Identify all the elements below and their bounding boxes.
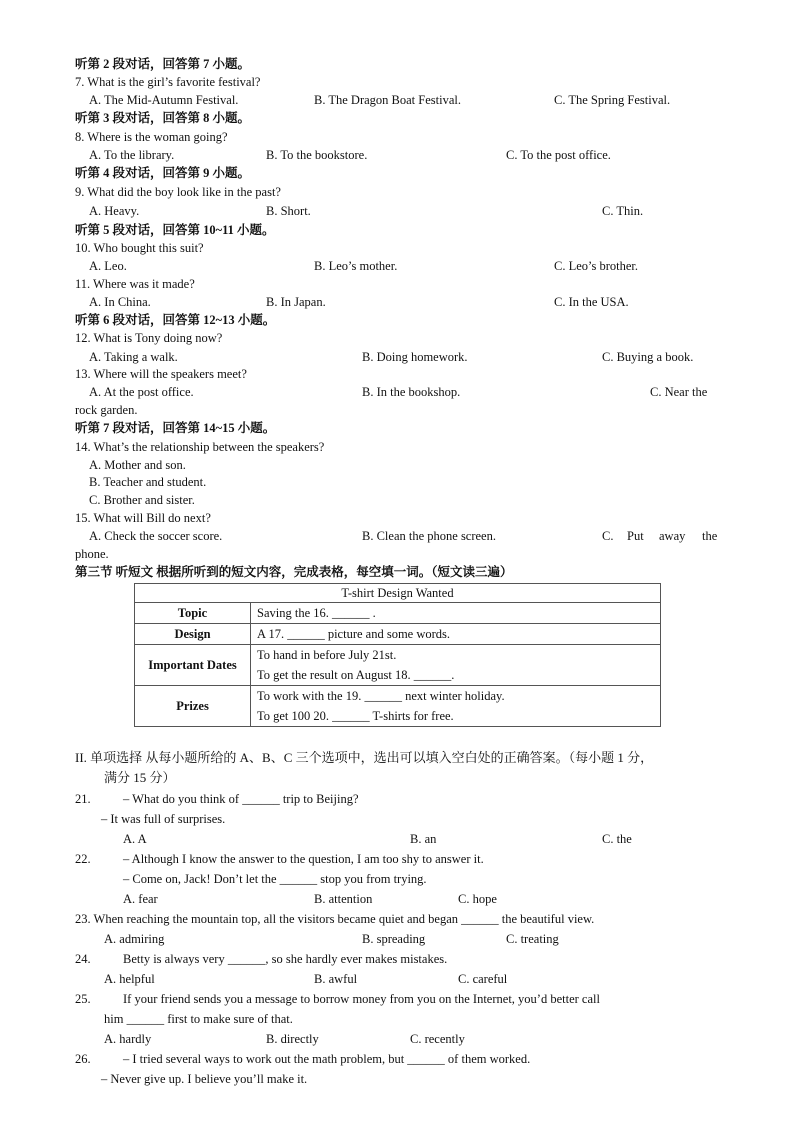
question-26-line-1: – I tried several ways to work out the math problem, but ______ of them worked. (123, 1052, 531, 1066)
option-9c: C. Thin. (602, 204, 644, 218)
option-24b: B. awful (314, 972, 358, 986)
prizes-line-2: To get 100 20. ______ T-shirts for free. (257, 709, 454, 723)
design-value: A 17. ______ picture and some words. (251, 624, 661, 645)
option-7a: A. The Mid-Autumn Festival. (89, 93, 239, 107)
option-12b: B. Doing homework. (362, 350, 468, 364)
option-15c-word2: away (659, 529, 686, 543)
option-24a: A. helpful (104, 972, 155, 986)
option-8a: A. To the library. (89, 148, 175, 162)
option-22b: B. attention (314, 892, 373, 906)
question-14: 14. What’s the relationship between the speakers? (75, 440, 325, 454)
question-21-line-2: – It was full of surprises. (101, 812, 226, 826)
option-15c-label: C. (602, 529, 614, 543)
section-5-heading: 听第 5 段对话，回答第 10~11 小题。 (75, 223, 275, 237)
option-12c: C. Buying a book. (602, 350, 694, 364)
option-7c: C. The Spring Festival. (554, 93, 671, 107)
option-15c-continued: phone. (75, 547, 109, 561)
option-9b: B. Short. (266, 204, 311, 218)
option-21c: C. the (602, 832, 632, 846)
option-12a: A. Taking a walk. (89, 350, 178, 364)
topic-value: Saving the 16. ______ . (251, 603, 661, 624)
option-13a: A. At the post office. (89, 385, 194, 399)
option-14c: C. Brother and sister. (89, 493, 195, 507)
dates-cell (251, 645, 661, 686)
question-25-line-1: If your friend sends you a message to borrow money from you on the Internet, you’d better call (123, 992, 600, 1006)
question-22-line-2: – Come on, Jack! Don’t let the ______ stop you from trying. (123, 872, 427, 886)
question-11: 11. Where was it made? (75, 277, 195, 291)
option-14a: A. Mother and son. (89, 458, 186, 472)
question-25-number: 25. (75, 992, 91, 1006)
design-label: Design (135, 624, 251, 645)
option-13c: C. Near the (650, 385, 708, 399)
section-4-heading: 听第 4 段对话，回答第 9 小题。 (75, 166, 251, 180)
question-21-line-1: – What do you think of ______ trip to Beijing? (123, 792, 359, 806)
option-15c-word1: Put (627, 529, 644, 543)
question-22-number: 22. (75, 852, 91, 866)
question-23: 23. When reaching the mountain top, all the visitors became quiet and began ______ the beautiful view. (75, 912, 595, 926)
option-24c: C. careful (458, 972, 508, 986)
option-25c: C. recently (410, 1032, 465, 1046)
option-13c-continued: rock garden. (75, 403, 138, 417)
question-12: 12. What is Tony doing now? (75, 331, 223, 345)
option-9a: A. Heavy. (89, 204, 140, 218)
part-2-heading-text: II. 单项选择 从每小题所给的 A、B、C 三个选项中，选出可以填入空白处的正确答案。（每小题 1 分， (75, 750, 654, 765)
topic-label: Topic (135, 603, 251, 624)
question-24-line-1: Betty is always very ______, so she hardly ever makes mistakes. (123, 952, 448, 966)
dates-label: Important Dates (135, 645, 251, 686)
option-25b: B. directly (266, 1032, 319, 1046)
question-24-number: 24. (75, 952, 91, 966)
option-10a: A. Leo. (89, 259, 127, 273)
section-2-heading: 听第 2 段对话，回答第 7 小题。 (75, 57, 251, 71)
tshirt-design-table (134, 583, 661, 727)
question-26-number: 26. (75, 1052, 91, 1066)
option-23b: B. spreading (362, 932, 426, 946)
option-8b: B. To the bookstore. (266, 148, 368, 162)
option-15c-word3: the (702, 529, 718, 543)
question-21-number: 21. (75, 792, 91, 806)
prizes-line-1: To work with the 19. ______ next winter holiday. (257, 689, 505, 703)
option-23a: A. admiring (104, 932, 165, 946)
option-22c: C. hope (458, 892, 497, 906)
option-14b: B. Teacher and student. (89, 475, 207, 489)
option-15b: B. Clean the phone screen. (362, 529, 496, 543)
option-7b: B. The Dragon Boat Festival. (314, 93, 461, 107)
option-10b: B. Leo’s mother. (314, 259, 398, 273)
question-10: 10. Who bought this suit? (75, 241, 204, 255)
option-11c: C. In the USA. (554, 295, 629, 309)
part-3-heading: 第三节 听短文 根据所听到的短文内容，完成表格，每空填一词。（短文读三遍） (75, 565, 513, 579)
prizes-cell (251, 686, 661, 727)
section-7-heading: 听第 7 段对话，回答第 14~15 小题。 (75, 421, 276, 435)
option-10c: C. Leo’s brother. (554, 259, 639, 273)
option-13b: B. In the bookshop. (362, 385, 461, 399)
option-11a: A. In China. (89, 295, 151, 309)
option-25a: A. hardly (104, 1032, 152, 1046)
part-2-heading (75, 750, 653, 766)
part-2-heading-continued: 满分 15 分） (104, 770, 176, 785)
question-13: 13. Where will the speakers meet? (75, 367, 247, 381)
question-15: 15. What will Bill do next? (75, 511, 211, 525)
question-7: 7. What is the girl’s favorite festival? (75, 75, 261, 89)
section-6-heading: 听第 6 段对话，回答第 12~13 小题。 (75, 313, 276, 327)
option-11b: B. In Japan. (266, 295, 326, 309)
prizes-label: Prizes (135, 686, 251, 727)
dates-line-1: To hand in before July 21st. (257, 648, 397, 662)
question-8: 8. Where is the woman going? (75, 130, 228, 144)
option-15a: A. Check the soccer score. (89, 529, 223, 543)
section-3-heading: 听第 3 段对话，回答第 8 小题。 (75, 111, 251, 125)
dates-line-2: To get the result on August 18. ______. (257, 668, 455, 682)
question-25-line-2: him ______ first to make sure of that. (104, 1012, 293, 1026)
table-title: T-shirt Design Wanted (135, 584, 661, 603)
option-23c: C. treating (506, 932, 559, 946)
question-9: 9. What did the boy look like in the past? (75, 185, 281, 199)
option-22a: A. fear (123, 892, 158, 906)
option-21b: B. an (410, 832, 437, 846)
option-8c: C. To the post office. (506, 148, 611, 162)
question-26-line-2: – Never give up. I believe you’ll make it. (101, 1072, 308, 1086)
option-21a: A. A (123, 832, 147, 846)
question-22-line-1: – Although I know the answer to the question, I am too shy to answer it. (123, 852, 484, 866)
